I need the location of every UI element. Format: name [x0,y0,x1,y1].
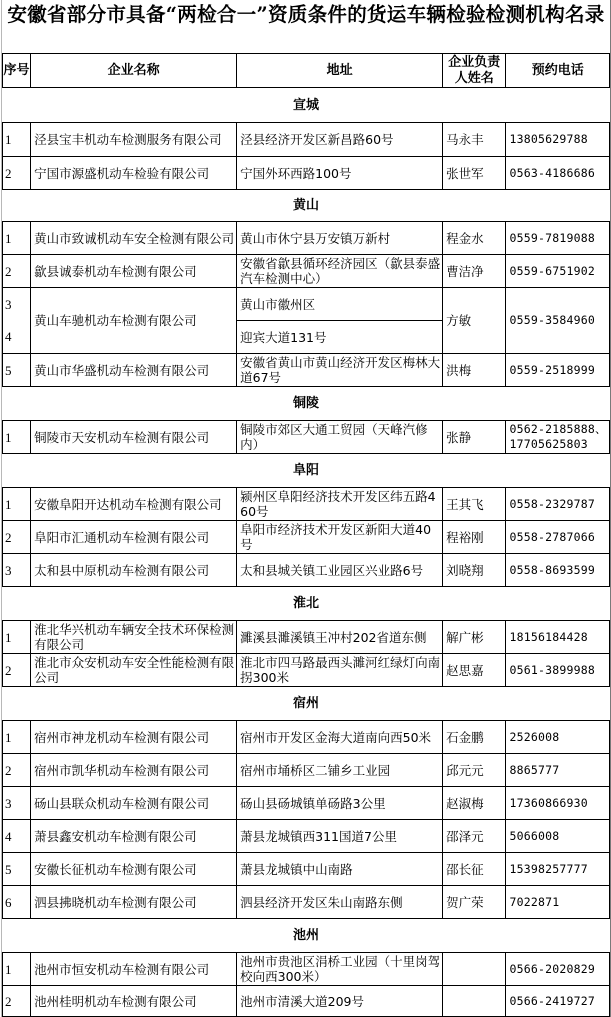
cell-index: 2 [3,255,31,288]
table-row [3,554,610,587]
table-row [3,123,610,157]
cell-company: 铜陵市天安机动车检测有限公司 [31,421,237,454]
region-row-xuancheng [3,88,610,123]
cell-phone: 17360866930 [506,787,610,820]
cell-company: 安徽长征机动车检测有限公司 [31,853,237,886]
cell-phone: 13805629788 [506,123,610,157]
cell-index: 2 [3,654,31,687]
cell-phone: 0562-2185888、17705625803 [506,421,610,454]
table-row [3,521,610,554]
cell-company: 黄山市华盛机动车检测有限公司 [31,354,237,387]
table-header-row [3,54,610,88]
region-row-fuyang [3,454,610,488]
table-row [3,354,610,387]
cell-address: 泾县经济开发区新昌路60号 [237,123,443,157]
cell-index: 1 [3,488,31,521]
cell-index: 2 [3,521,31,554]
region-name: 阜阳 [3,454,610,488]
header-index: 序号 [3,54,31,88]
cell-company: 宿州市神龙机动车检测有限公司 [31,721,237,754]
cell-company: 黄山车驰机动车检测有限公司 [31,288,237,354]
cell-index: 4 [3,820,31,853]
header-address: 地址 [237,54,443,88]
table-row [3,654,610,687]
cell-company: 安徽阜阳开达机动车检测有限公司 [31,488,237,521]
cell-contact: 张世军 [443,157,506,190]
cell-company: 砀山县联众机动车检测有限公司 [31,787,237,820]
table-row [3,953,610,986]
cell-contact: 方敏 [443,288,506,354]
cell-index: 2 [3,986,31,1017]
header-phone: 预约电话 [506,54,610,88]
cell-phone: 8865777 [506,754,610,787]
cell-contact [443,953,506,986]
cell-index: 1 [3,621,31,654]
cell-company: 萧县鑫安机动车检测有限公司 [31,820,237,853]
cell-index: 2 [3,157,31,190]
cell-contact [443,986,506,1017]
cell-phone: 0558-2787066 [506,521,610,554]
cell-index: 1 [3,421,31,454]
cell-phone: 0563-4186686 [506,157,610,190]
cell-address: 萧县龙城镇中山南路 [237,853,443,886]
cell-index: 5 [3,853,31,886]
cell-phone: 0559-6751902 [506,255,610,288]
region-name: 宿州 [3,687,610,721]
cell-address: 泗县经济开发区朱山南路东侧 [237,886,443,919]
cell-contact: 王其飞 [443,488,506,521]
cell-phone: 0559-7819088 [506,222,610,255]
cell-address: 阜阳市经济技术开发区新阳大道40号 [237,521,443,554]
cell-address: 安徽省歙县循环经济园区（歙县泰盛汽车检测中心） [237,255,443,288]
cell-phone: 0558-2329787 [506,488,610,521]
cell-contact: 贺广荣 [443,886,506,919]
cell-phone: 18156184428 [506,621,610,654]
cell-index: 3 [3,787,31,820]
cell-contact: 刘晓翔 [443,554,506,587]
table-row [3,853,610,886]
cell-address: 萧县龙城镇西311国道7公里 [237,820,443,853]
region-row-chizhou [3,919,610,953]
cell-company: 宿州市凯华机动车检测有限公司 [31,754,237,787]
cell-index: 1 [3,222,31,255]
table-row [3,820,610,853]
cell-index: 1 [3,953,31,986]
table-row [3,157,610,190]
cell-company: 池州市恒安机动车检测有限公司 [31,953,237,986]
region-name: 淮北 [3,587,610,621]
cell-contact: 洪梅 [443,354,506,387]
cell-contact: 解广彬 [443,621,506,654]
region-name: 铜陵 [3,387,610,421]
cell-index: 3 [3,554,31,587]
cell-contact: 曹洁净 [443,255,506,288]
cell-company: 黄山市致诚机动车安全检测有限公司 [31,222,237,255]
cell-address: 黄山市徽州区 [237,288,443,321]
cell-phone: 0566-2020829 [506,953,610,986]
cell-contact: 张静 [443,421,506,454]
cell-contact: 程金水 [443,222,506,255]
table-row [3,288,610,321]
region-row-huaibei [3,587,610,621]
cell-company: 泗县拂晓机动车检测有限公司 [31,886,237,919]
cell-address: 宁国外环西路100号 [237,157,443,190]
cell-phone: 0558-8693599 [506,554,610,587]
cell-address: 砀山县砀城镇单砀路3公里 [237,787,443,820]
cell-index: 1 [3,123,31,157]
cell-index: 3 [3,288,31,321]
table-row [3,787,610,820]
cell-address: 宿州市开发区金海大道南向西50米 [237,721,443,754]
cell-address: 宿州市埇桥区二铺乡工业园 [237,754,443,787]
cell-company: 歙县诚泰机动车检测有限公司 [31,255,237,288]
region-name: 宣城 [3,88,610,123]
cell-contact: 邱元元 [443,754,506,787]
cell-address: 淮北市四马路最西头濉河红绿灯向南拐300米 [237,654,443,687]
cell-company: 太和县中原机动车检测有限公司 [31,554,237,587]
table-row [3,222,610,255]
cell-phone: 0559-2518999 [506,354,610,387]
cell-phone: 2526008 [506,721,610,754]
cell-address: 池州市清溪大道209号 [237,986,443,1017]
cell-phone: 15398257777 [506,853,610,886]
table-row [3,621,610,654]
table-row [3,421,610,454]
cell-company: 宁国市源盛机动车检验有限公司 [31,157,237,190]
cell-address: 黄山市休宁县万安镇万新村 [237,222,443,255]
table-row [3,488,610,521]
cell-contact: 程裕刚 [443,521,506,554]
region-name: 池州 [3,919,610,953]
cell-phone: 5066008 [506,820,610,853]
cell-phone: 0566-2419727 [506,986,610,1017]
region-row-huangshan [3,190,610,222]
cell-contact: 赵思嘉 [443,654,506,687]
cell-index: 2 [3,754,31,787]
cell-contact: 邵泽元 [443,820,506,853]
table-row [3,255,610,288]
cell-contact: 赵淑梅 [443,787,506,820]
cell-contact: 马永丰 [443,123,506,157]
table-row [3,886,610,919]
cell-company: 池州桂明机动车检测有限公司 [31,986,237,1017]
directory-sheet [1,0,611,1017]
cell-address: 太和县城关镇工业园区兴业路6号 [237,554,443,587]
cell-phone: 0561-3899988 [506,654,610,687]
cell-index: 1 [3,721,31,754]
cell-phone: 0559-3584960 [506,288,610,354]
header-company: 企业名称 [31,54,237,88]
directory-table [2,53,610,1017]
region-row-tongling [3,387,610,421]
cell-contact: 石金鹏 [443,721,506,754]
cell-index: 5 [3,354,31,387]
cell-company: 阜阳市汇通机动车检测有限公司 [31,521,237,554]
cell-index: 4 [3,321,31,354]
page-title: 安徽省部分市具备“两检合一”资质条件的货运车辆检验检测机构名录 [7,3,605,26]
region-name: 黄山 [3,190,610,222]
cell-address: 池州市贵池区涓桥工业园（十里岗驾校向西300米） [237,953,443,986]
cell-company: 淮北市众安机动车安全性能检测有限公司 [31,654,237,687]
cell-address: 铜陵市郊区大通工贸园（天峰汽修内） [237,421,443,454]
table-row [3,986,610,1017]
cell-company: 淮北华兴机动车辆安全技术环保检测有限公司 [31,621,237,654]
table-row [3,754,610,787]
cell-address: 濉溪县濉溪镇王冲村202省道东侧 [237,621,443,654]
header-contact: 企业负责人姓名 [443,54,506,88]
table-row [3,721,610,754]
cell-contact: 邵长征 [443,853,506,886]
cell-phone: 7022871 [506,886,610,919]
cell-address: 迎宾大道131号 [237,321,443,354]
cell-company: 泾县宝丰机动车检测服务有限公司 [31,123,237,157]
cell-address: 安徽省黄山市黄山经济开发区梅林大道67号 [237,354,443,387]
cell-address: 颍州区阜阳经济技术开发区纬五路460号 [237,488,443,521]
region-row-suzhou [3,687,610,721]
cell-index: 6 [3,886,31,919]
